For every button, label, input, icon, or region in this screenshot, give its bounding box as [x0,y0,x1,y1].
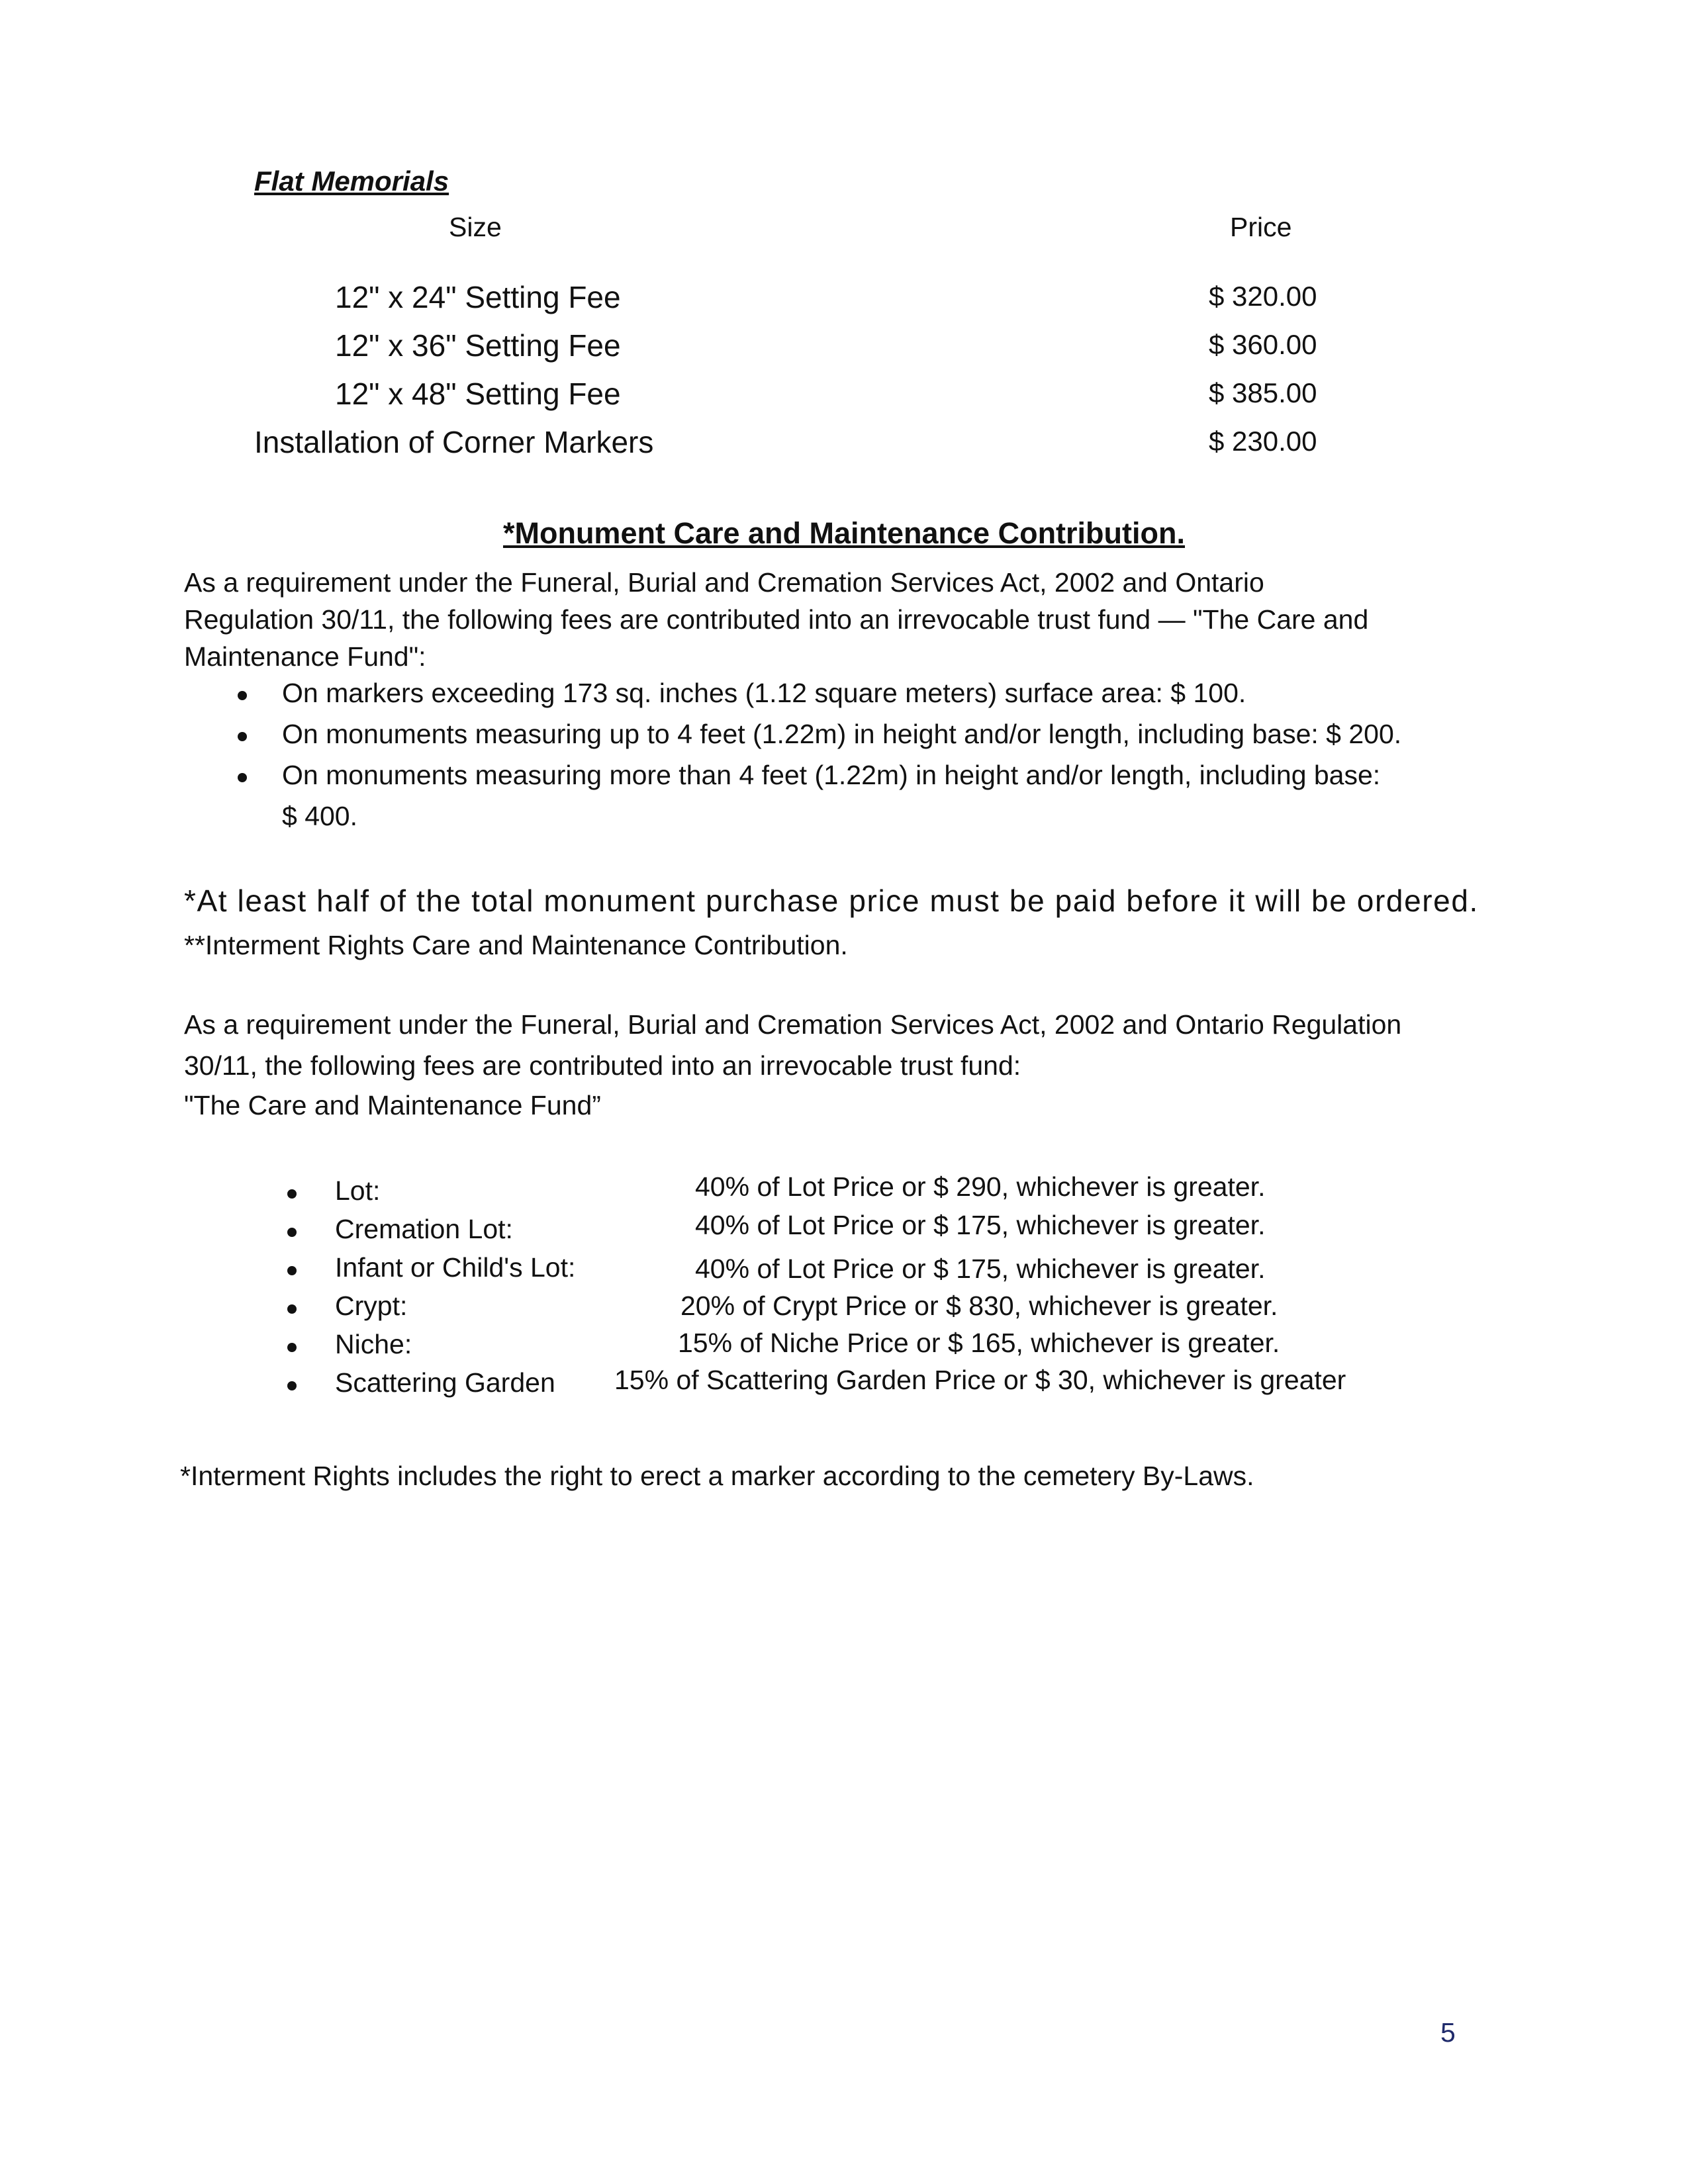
interment-care-intro-line: 30/11, the following fees are contributed into an irrevocable trust fund: [184,1050,1021,1081]
bullet-dot [287,1343,297,1352]
interment-rights-footnote: *Interment Rights includes the right to erect a marker according to the cemetery By-Laws. [180,1461,1254,1491]
monument-care-intro-line: As a requirement under the Funeral, Burial and Cremation Services Act, 2002 and Ontario [184,567,1264,598]
fee-row-price: $ 320.00 [1209,281,1317,312]
page-number: 5 [1440,2017,1456,2048]
interment-rights-label: Infant or Child's Lot: [335,1252,576,1283]
bullet-dot [287,1381,297,1390]
fee-row-price: $ 385.00 [1209,377,1317,408]
monument-care-bullet: On markers exceeding 173 sq. inches (1.12 square meters) surface area: $ 100. [282,678,1246,708]
interment-rights-label: Lot: [335,1175,381,1206]
fee-row-price: $ 230.00 [1209,426,1317,457]
fee-row-price: $ 360.00 [1209,329,1317,360]
interment-rights-value: 15% of Scattering Garden Price or $ 30, whichever is greater [614,1365,1346,1395]
fee-row-label: 12" x 48" Setting Fee [335,377,621,411]
fee-row-label: 12" x 24" Setting Fee [335,280,621,314]
bullet-dot [287,1266,297,1275]
payment-notice: *At least half of the total monument purchase price must be paid before it will be ordered. [184,884,1479,918]
interment-rights-value: 20% of Crypt Price or $ 830, whichever is greater. [680,1291,1278,1321]
interment-rights-value: 15% of Niche Price or $ 165, whichever is greater. [678,1328,1280,1358]
bullet-dot [287,1228,297,1237]
monument-care-title: *Monument Care and Maintenance Contribution. [502,516,1186,550]
fee-row-label: 12" x 36" Setting Fee [335,328,621,363]
interment-rights-value: 40% of Lot Price or $ 175, whichever is greater. [695,1210,1266,1240]
interment-rights-label: Niche: [335,1329,412,1359]
monument-care-bullet-continuation: $ 400. [282,801,357,831]
interment-care-intro-line: "The Care and Maintenance Fund” [184,1090,601,1120]
interment-rights-value: 40% of Lot Price or $ 175, whichever is greater. [695,1253,1266,1284]
interment-rights-label: Crypt: [335,1291,408,1321]
interment-care-intro-line: As a requirement under the Funeral, Burial and Cremation Services Act, 2002 and Ontario Regulation [184,1009,1402,1040]
interment-rights-value: 40% of Lot Price or $ 290, whichever is greater. [695,1171,1266,1202]
interment-rights-label: Cremation Lot: [335,1214,513,1244]
bullet-dot [238,773,247,782]
monument-care-intro-line: Maintenance Fund": [184,641,426,672]
bullet-dot [238,691,247,700]
bullet-dot [287,1304,297,1314]
monument-care-bullet: On monuments measuring up to 4 feet (1.22m) in height and/or length, including base: $ 200. [282,719,1402,749]
price-column-header: Price [1230,212,1292,242]
bullet-dot [287,1189,297,1199]
monument-care-intro-line: Regulation 30/11, the following fees are contributed into an irrevocable trust fund — "The Care and [184,604,1369,635]
flat-memorials-heading: Flat Memorials [254,165,449,197]
monument-care-bullet: On monuments measuring more than 4 feet (1.22m) in height and/or length, including base: [282,760,1381,790]
interment-rights-label: Scattering Garden [335,1367,555,1398]
size-column-header: Size [449,212,502,242]
fee-row-label: Installation of Corner Markers [254,425,654,459]
bullet-dot [238,732,247,741]
interment-care-title: **Interment Rights Care and Maintenance Contribution. [184,930,848,960]
